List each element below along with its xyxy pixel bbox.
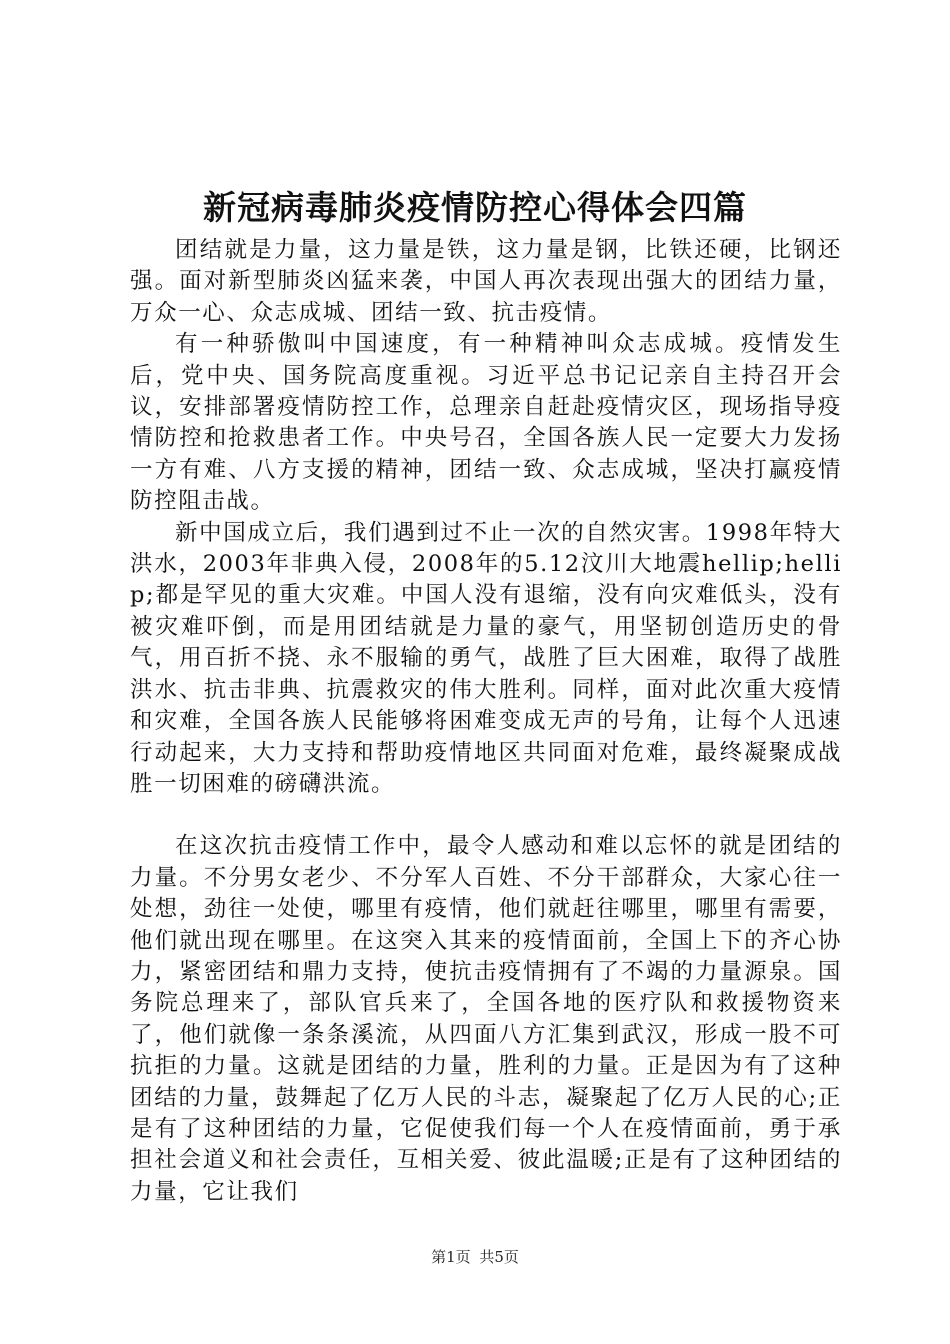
page-number: 第1页 <box>431 1248 471 1266</box>
page-total: 共5页 <box>479 1248 519 1266</box>
paragraph-2: 有一种骄傲叫中国速度，有一种精神叫众志成城。疫情发生后，党中央、国务院高度重视。习近平总书记记亲自主持召开会议，安排部署疫情防控工作，总理亲自赶赴疫情灾区，现场指导疫情防控和抢救患者工作。中央号召，全国各族人民一定要大力发扬一方有难、八方支援的精神，团结一致、众志成城，坚决打赢疫情防控阻击战。 <box>130 331 842 515</box>
document-title: 新冠病毒肺炎疫情防控心得体会四篇 <box>203 188 747 227</box>
page-footer <box>0 1246 950 1267</box>
paragraph-1: 团结就是力量，这力量是铁，这力量是钢，比铁还硬，比钢还强。面对新型肺炎凶猛来袭，中国人再次表现出强大的团结力量，万众一心、众志成城、团结一致、抗击疫情。 <box>130 237 842 326</box>
document-body <box>130 235 842 1208</box>
paragraph-3: 新中国成立后，我们遇到过不止一次的自然灾害。1998年特大洪水，2003年非典入侵，2008年的5.12汶川大地震hellip;hellip;都是罕见的重大灾难。中国人没有退缩，没有向灾难低头，没有被灾难吓倒，而是用团结就是力量的豪气，用坚韧创造历史的骨气，用百折不挠、永不服输的勇气，战胜了巨大困难，取得了战胜洪水、抗击非典、抗震救灾的伟大胜利。同样，面对此次重大疫情和灾难，全国各族人民能够将困难变成无声的号角，让每个人迅速行动起来，大力支持和帮助疫情地区共同面对危难，最终凝聚成战胜一切困难的磅礴洪流。 <box>130 519 842 797</box>
paragraph-4: 在这次抗击疫情工作中，最令人感动和难以忘怀的就是团结的力量。不分男女老少、不分军人百姓、不分干部群众，大家心往一处想，劲往一处使，哪里有疫情，他们就赶往哪里，哪里有需要，他们就出现在哪里。在这突入其来的疫情面前，全国上下的齐心协力，紧密团结和鼎力支持，使抗击疫情拥有了不竭的力量源泉。国务院总理来了，部队官兵来了，全国各地的医疗队和救援物资来了，他们就像一条条溪流，从四面八方汇集到武汉，形成一股不可抗拒的力量。这就是团结的力量，胜利的力量。正是因为有了这种团结的力量，鼓舞起了亿万人民的斗志，凝聚起了亿万人民的心;正是有了这种团结的力量，它促使我们每一个人在疫情面前，勇于承担社会道义和社会责任，互相关爱、彼此温暖;正是有了这种团结的力量，它让我们 <box>130 833 842 1205</box>
